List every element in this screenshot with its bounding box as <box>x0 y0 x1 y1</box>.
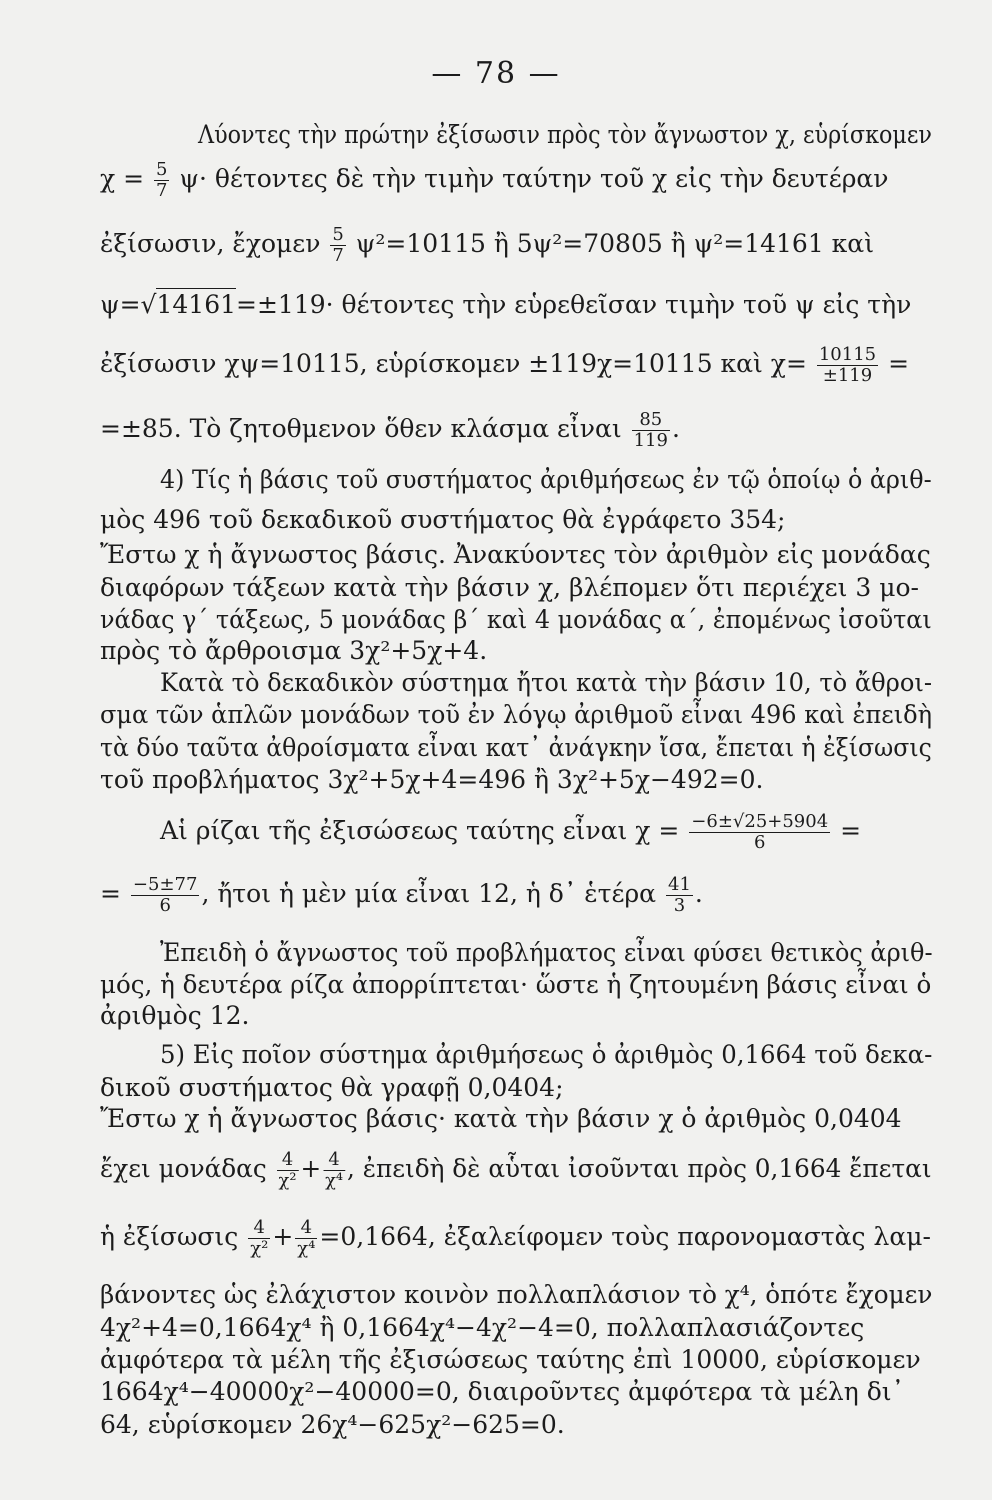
text-line: σμα τῶν ἁπλῶν μονάδων τοῦ ἐν λόγῳ ἀριθμοῦ εἶναι 496 καὶ ἐπειδὴ <box>100 700 933 729</box>
text-line: 1664χ⁴−40000χ²−40000=0, διαιροῦντες ἀμφότερα τὰ μέλη δι᾽ <box>100 1377 905 1406</box>
text-line: διαφόρων τάξεων κατὰ τὴν βάσιν χ, βλέπομεν ὅτι περιέχει 3 μο- <box>100 573 919 602</box>
text-line: Κατὰ τὸ δεκαδικὸν σύστημα ἤτοι κατὰ τὴν βάσιν 10, τὸ ἄθροι- <box>160 668 932 697</box>
fraction: $\frac{4}{\text{χ²}}$ <box>250 1217 269 1259</box>
text-line: ἀριθμὸς 12. <box>100 1001 250 1030</box>
text-line: Αἱ ρίζαι τῆς ἐξισώσεως ταύτης εἶναι χ = $\frac{-6\pm√25+5904}{6}$ = <box>160 811 862 853</box>
fraction: $\frac{-5\pm 77}{6}$ <box>132 874 198 916</box>
fraction: $\frac{4}{\text{χ⁴}}$ <box>297 1217 316 1259</box>
text-line: Ἔστω χ ἡ ἄγνωστος βάσις· κατὰ τὴν βάσιν χ ὁ ἀριθμὸς 0,0404 <box>100 1104 902 1133</box>
text-line: 4χ²+4=0,1664χ⁴ ἢ 0,1664χ⁴−4χ²−4=0, πολλαπλασιάζοντες <box>100 1313 865 1342</box>
text-line: Ἔστω χ ἡ ἄγνωστος βάσις. Ἀνακύοντες τὸν ἀριθμὸν εἰς μονάδας <box>100 540 931 569</box>
text-line: τοῦ προβλήματος 3χ²+5χ+4=496 ἢ 3χ²+5χ−492=0. <box>100 765 764 794</box>
radicand: 14161 <box>156 290 237 319</box>
text-line: ἐξίσωσιν, ἔχομεν $\frac{5}{7}$ ψ²=10115 ἢ 5ψ²=70805 ἢ ψ²=14161 καὶ <box>100 224 874 266</box>
text-line: τὰ δύο ταῦτα ἀθροίσματα εἶναι κατ᾽ ἀνάγκην ἴσα, ἔπεται ἡ ἐξίσωσις <box>100 733 932 762</box>
fraction: $\frac{4}{\text{χ²}}$ <box>278 1149 297 1191</box>
fraction: $\frac{5}{7}$ <box>156 159 168 201</box>
text-line: πρὸς τὸ ἄρθροισμα 3χ²+5χ+4. <box>100 636 488 665</box>
fraction: $\frac{5}{7}$ <box>332 224 344 266</box>
fraction: $\frac{10115}{\pm 119}$ <box>818 344 877 386</box>
fraction: $\frac{85}{119}$ <box>633 409 668 451</box>
text-line: δικοῦ συστήματος θὰ γραφῇ 0,0404; <box>100 1073 564 1102</box>
text-line: ψ=√14161=±119· θέτοντες τὴν εὑρεθεῖσαν τιμὴν τοῦ ψ εἰς τὴν <box>100 290 912 319</box>
text-line: 5) Εἰς ποῖον σύστημα ἀριθμήσεως ὁ ἀριθμὸς 0,1664 τοῦ δεκα- <box>160 1040 933 1069</box>
fraction: $\frac{4}{\text{χ⁴}}$ <box>325 1149 344 1191</box>
fraction: $\frac{-6\pm√25+5904}{6}$ <box>691 811 829 853</box>
text-line: 4) Τίς ἡ βάσις τοῦ συστήματος ἀριθμήσεως ἐν τῷ ὁποίῳ ὁ ἀριθ- <box>160 465 932 494</box>
text-line: ἡ ἐξίσωσις $\frac{4}{\text{χ²}}$ + $\frac{4}{\text{χ⁴}}$ =0,1664, ἐξαλείφομεν τοὺς παρονομαστὰς λαμ- <box>100 1217 931 1259</box>
text-line: ἀμφότερα τὰ μέλη τῆς ἐξισώσεως ταύτης ἐπὶ 10000, εὑρίσκομεν <box>100 1345 921 1374</box>
fraction: $\frac{41}{3}$ <box>668 874 691 916</box>
text-line: 64, εὑρίσκομεν 26χ⁴−625χ²−625=0. <box>100 1410 565 1439</box>
text-line: = $\frac{-5\pm 77}{6}$ , ἤτοι ἡ μὲν μία εἶναι 12, ἡ δ᾽ ἑτέρα $\frac{41}{3}$ . <box>100 874 703 916</box>
page-number: — 78 — <box>431 56 561 91</box>
text-line: ἐξίσωσιν χψ=10115, εὑρίσκομεν ±119χ=10115 καὶ χ= $\frac{10115}{\pm 119}$ = <box>100 344 910 386</box>
text-line: Ἐπειδὴ ὁ ἄγνωστος τοῦ προβλήματος εἶναι φύσει θετικὸς ἀριθ- <box>160 938 933 967</box>
text-line: ἔχει μονάδας $\frac{4}{\text{χ²}}$ + $\frac{4}{\text{χ⁴}}$ , ἐπειδὴ δὲ αὗται ἰσοῦνται πρὸς 0,1664 ἔπεται <box>100 1149 932 1191</box>
text-line: μός, ἡ δευτέρα ρίζα ἀπορρίπτεται· ὥστε ἡ ζητουμένη βάσις εἶναι ὁ <box>100 970 932 999</box>
text-line: μὸς 496 τοῦ δεκαδικοῦ συστήματος θὰ ἐγράφετο 354; <box>100 505 786 534</box>
text-line: νάδας γ΄ τάξεως, 5 μονάδας β΄ καὶ 4 μονάδας α΄, ἐπομένως ἰσοῦται <box>100 605 932 634</box>
text-line: =±85. Τὸ ζητοθμενον ὅθεν κλάσμα εἶναι $\frac{85}{119}$ . <box>100 409 680 451</box>
text-line: Λύοντες τὴν πρώτην ἐξίσωσιν πρὸς τὸν ἄγνωστον χ, εὑρίσκομεν <box>198 120 932 149</box>
text-line: βάνοντες ὡς ἐλάχιστον κοινὸν πολλαπλάσιον τὸ χ⁴, ὁπότε ἔχομεν <box>100 1280 933 1309</box>
text-line: χ = $\frac{5}{7}$ ψ· θέτοντες δὲ τὴν τιμὴν ταύτην τοῦ χ εἰς τὴν δευτέραν <box>100 159 889 201</box>
